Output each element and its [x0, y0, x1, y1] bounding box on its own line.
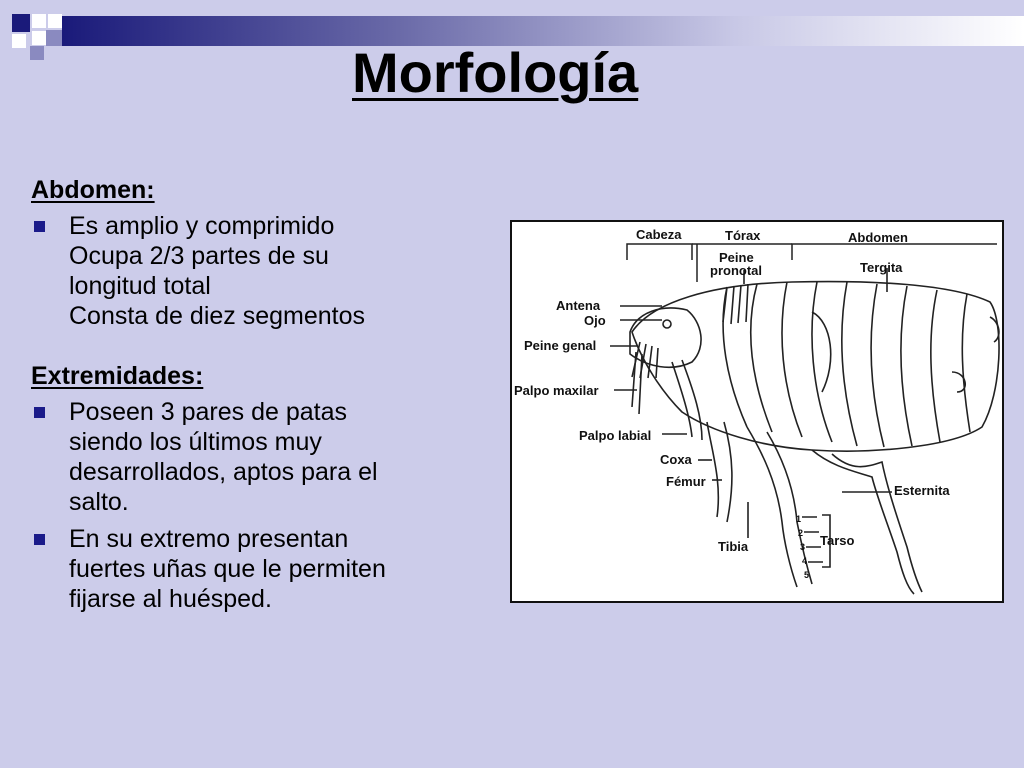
label-tergita: Tergita [860, 260, 903, 275]
slide-title: Morfología [352, 41, 639, 104]
slide-text-content [31, 175, 451, 621]
bullet-line: Ocupa 2/3 partes de su [69, 242, 329, 270]
bullet-line: siendo los últimos muy [69, 428, 322, 456]
bullet-line: Es amplio y comprimido [69, 212, 335, 240]
list-item [31, 397, 451, 517]
list-item [31, 211, 451, 331]
label-torax: Tórax [725, 228, 761, 243]
label-antena: Antena [556, 298, 601, 313]
tarsal-number: 2 [798, 528, 804, 538]
bullet-line: Consta de diez segmentos [69, 302, 366, 330]
region-brackets [627, 244, 997, 282]
square-bullet-icon [34, 407, 45, 418]
tarsal-number: 5 [804, 570, 810, 580]
bullet-line: fijarse al huésped. [69, 585, 272, 613]
label-femur: Fémur [666, 474, 706, 489]
label-pronotal: pronotal [710, 263, 762, 278]
label-palpo-maxilar: Palpo maxilar [514, 383, 599, 398]
tarsal-number: 4 [802, 556, 808, 566]
label-coxa: Coxa [660, 452, 692, 467]
extremidades-list [31, 397, 451, 614]
extremidades-heading: Extremidades: [31, 362, 204, 390]
label-peine-genal: Peine genal [524, 338, 597, 353]
label-palpo-labial: Palpo labial [579, 428, 652, 443]
bullet-line: fuertes uñas que le permiten [69, 555, 386, 583]
bullet-line: longitud total [69, 272, 211, 300]
abdomen-heading: Abdomen: [31, 176, 155, 204]
flea-diagram-svg [512, 222, 1002, 601]
label-tibia: Tibia [718, 539, 749, 554]
label-abdomen: Abdomen [848, 230, 908, 245]
square-bullet-icon [34, 534, 45, 545]
tarsal-number: 3 [800, 542, 806, 552]
label-ojo: Ojo [584, 313, 606, 328]
label-cabeza: Cabeza [636, 227, 682, 242]
bullet-line: desarrollados, aptos para el [69, 458, 378, 486]
label-peine: Peine [719, 250, 754, 265]
list-item [31, 524, 451, 614]
square-bullet-icon [34, 221, 45, 232]
abdomen-list [31, 211, 451, 331]
bullet-line: Poseen 3 pares de patas [69, 398, 347, 426]
bullet-line: salto. [69, 488, 129, 516]
label-tarso: Tarso [820, 533, 855, 548]
flea-anatomy-diagram [510, 220, 1004, 603]
bullet-line: En su extremo presentan [69, 525, 349, 553]
tarsal-number: 1 [796, 514, 802, 524]
label-esternita: Esternita [894, 483, 950, 498]
